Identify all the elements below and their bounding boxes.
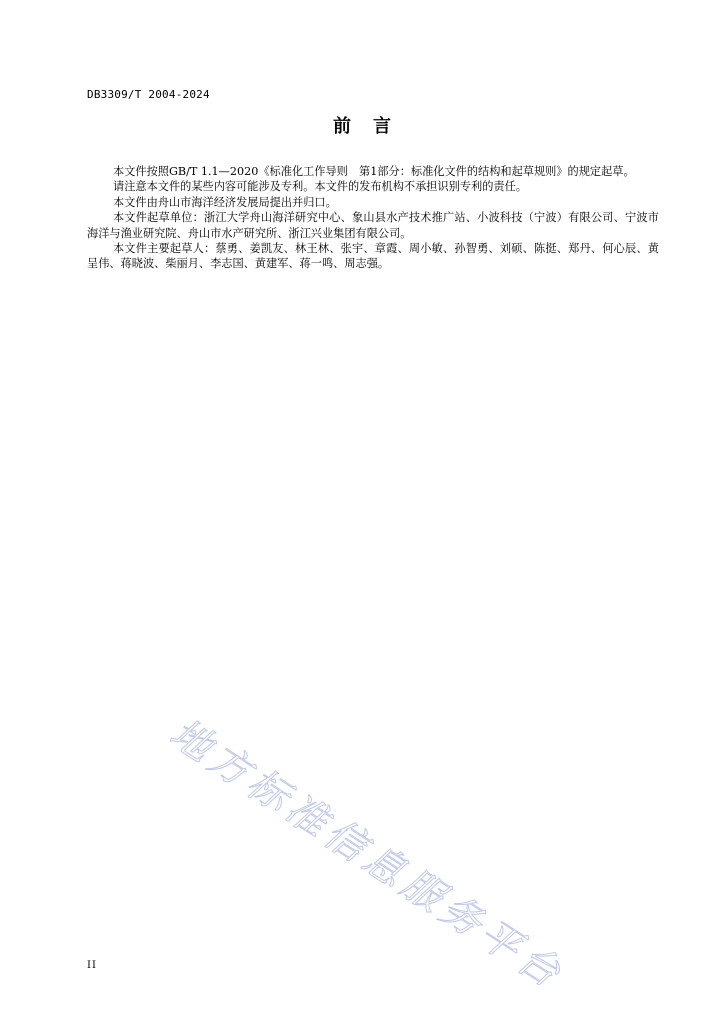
paragraph-patent-notice: 请注意本文件的某些内容可能涉及专利。本文件的发布机构不承担识别专利的责任。 [113,180,527,194]
foreword-body [87,164,659,272]
document-code: DB3309/T 2004-2024 [87,88,210,101]
page-number: II [87,960,97,971]
paragraph-drafters: 本文件主要起草人：蔡勇、姜凯友、林王林、张宇、章霞、周小敏、孙智勇、刘硕、陈挺、郑丹、何心辰、黄呈伟、蒋晓波、柴丽月、李志国、黄建军、蒋一鸣、周志强。 [87,242,659,271]
paragraph-drafting-rules: 本文件按照GB/T 1.1—2020《标准化工作导则 第1部分：标准化文件的结构和起草规则》的规定起草。 [113,165,635,178]
paragraph-proposer: 本文件由舟山市海洋经济发展局提出并归口。 [113,195,337,209]
watermark: 地方标准信息服务平台 [161,710,573,1000]
page-title: 前言 [333,116,413,137]
paragraph-drafting-units: 本文件起草单位：浙江大学舟山海洋研究中心、象山县水产技术推广站、小波科技（宁波）有限公司、宁波市海洋与渔业研究院、舟山市水产研究所、浙江兴业集团有限公司。 [87,211,659,240]
